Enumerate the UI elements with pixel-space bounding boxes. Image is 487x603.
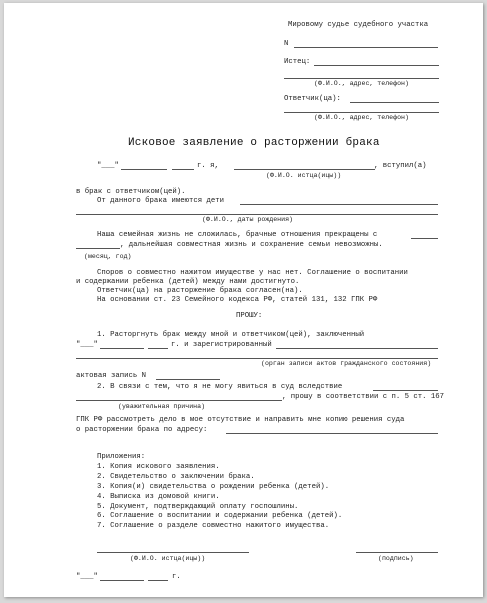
legal-basis: На основании ст. 23 Семейного кодекса РФ, статей 131, 132 ГПК РФ (97, 296, 378, 304)
request-1-date-open: "___" (76, 341, 98, 349)
attachment-item: 6. Соглашение о воспитании и содержании ребенка (детей). (97, 512, 343, 520)
reason-line-2 (76, 400, 282, 401)
date-month-line (121, 169, 167, 170)
property-text-2: и содержании ребенка (детей) между нами достигнуто. (76, 278, 300, 286)
request-1-month-line (100, 348, 144, 349)
consent-text: Ответчик(ца) на расторжение брака согласен(на). (97, 287, 303, 295)
address-line (226, 433, 438, 434)
request-1-text: 1. Расторгнуть брак между мной и ответчиком(цей), заключенный (97, 331, 365, 339)
plaintiff-label: Истец: (284, 58, 311, 66)
children-line-blank (240, 204, 438, 205)
registry-line (276, 348, 438, 349)
footer-sign-hint: (подпись) (378, 555, 414, 562)
relations-text-2: , дальнейшая совместная жизнь и сохранение семьи невозможны. (120, 241, 383, 249)
plaintiff-name-line (234, 169, 375, 170)
request-1-year-line (148, 348, 168, 349)
footer-month-line (100, 580, 144, 581)
defendant-hint: (Ф.И.О., адрес, телефон) (314, 114, 409, 121)
entered-marriage: , вступил(а) (374, 162, 427, 170)
footer-sign-line (356, 552, 438, 553)
document-page (4, 3, 483, 597)
reason-hint: (уважительная причина) (118, 403, 206, 410)
relations-hint: (месяц, год) (84, 253, 132, 260)
attachment-item: 2. Свидетельство о заключении брака. (97, 473, 255, 481)
attachment-item: 4. Выписка из домовой книги. (97, 493, 220, 501)
date-open: "___" (97, 162, 119, 170)
footer-name-hint: (Ф.И.О. истца(ицы)) (130, 555, 206, 562)
date-year-line (172, 169, 194, 170)
defendant-label: Ответчик(ца): (284, 95, 341, 103)
court-number-line (294, 47, 438, 48)
document-title: Исковое заявление о расторжении брака (128, 137, 380, 149)
footer-name-line (97, 552, 249, 553)
court-number-label: N (284, 40, 289, 48)
defendant-line (350, 102, 439, 103)
children-hint: (Ф.И.О., даты рождения) (202, 216, 294, 223)
plaintiff-name-hint: (Ф.И.О. истца(ицы)) (266, 172, 342, 179)
act-record-label: актовая запись N (76, 372, 147, 380)
attachments-label: Приложения: (97, 453, 146, 461)
attachment-item: 7. Соглашение о разделе совместно нажитого имущества. (97, 522, 330, 530)
property-text-1: Споров о совместно нажитом имуществе у нас нет. Соглашение о воспитании (97, 269, 408, 277)
year-suffix: г. я, (197, 162, 219, 170)
children-line: От данного брака имеются дети (97, 197, 224, 205)
footer-date-open: "___" (76, 573, 98, 581)
court-addressee: Мировому судье судебного участка (288, 21, 429, 29)
plaintiff-hint: (Ф.И.О., адрес, телефон) (314, 80, 409, 87)
relations-text-1: Наша семейная жизнь не сложилась, брачные отношения прекращены с (97, 231, 378, 239)
married-with: в брак с ответчиком(цей). (76, 188, 186, 196)
request-1-registered: г. и зарегистрированный (171, 341, 272, 349)
gpk-text-2: о расторжении брака по адресу: (76, 426, 208, 434)
request-2-text: 2. В связи с тем, что я не могу явиться в суд вследствие (97, 383, 343, 391)
footer-year-suffix: г. (172, 573, 181, 581)
attachment-item: 1. Копия искового заявления. (97, 463, 220, 471)
registry-hint: (орган записи актов гражданского состояния) (261, 360, 432, 367)
relations-date-line-2 (76, 248, 120, 249)
attachment-item: 3. Копия(и) свидетельства о рождении ребенка (детей). (97, 483, 330, 491)
request-2-continuation: , прошу в соответствии с п. 5 ст. 167 (282, 393, 445, 401)
relations-date-line (411, 238, 438, 239)
attachment-item: 5. Документ, подтверждающий оплату госпошлины. (97, 503, 299, 511)
prosu-heading: ПРОШУ: (236, 312, 263, 320)
reason-line (373, 390, 438, 391)
plaintiff-line (314, 65, 439, 66)
act-record-line (156, 379, 220, 380)
gpk-text-1: ГПК РФ рассмотреть дело в мое отсутствие и направить мне копию решения суда (76, 416, 405, 424)
footer-year-line (148, 580, 168, 581)
